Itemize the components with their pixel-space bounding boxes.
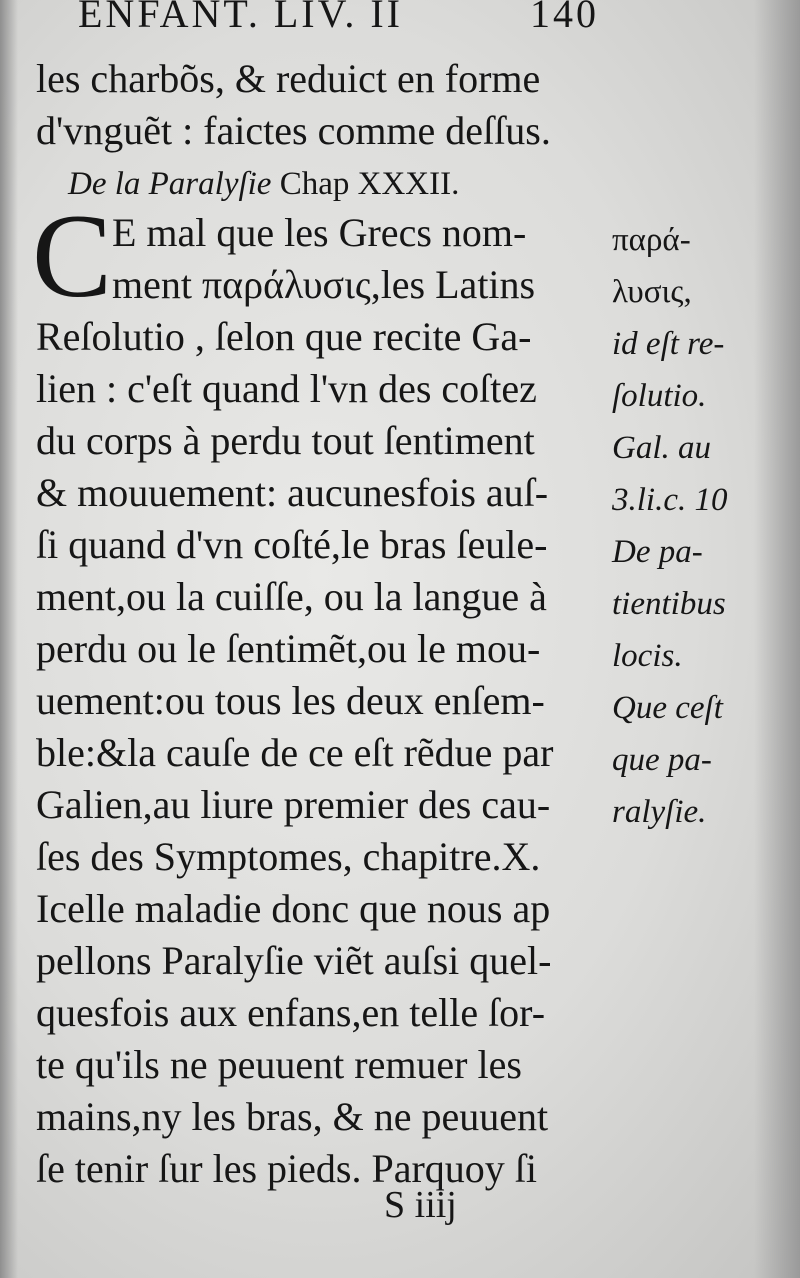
text-line: les charbõs, & reduict en forme (36, 56, 541, 101)
signature-mark: S iiij (384, 1184, 457, 1226)
text-line: Galien,au liure premier des cau- (36, 782, 551, 827)
text-line: ſe tenir ſur les pieds. Parquoy ſi (36, 1146, 538, 1191)
text-line: & mouuement: aucunesfois auſ- (36, 470, 549, 515)
text-line: lien : c'eſt quand l'vn des coſtez (36, 366, 537, 411)
chapter-number: Chap XXXII. (279, 166, 460, 202)
text-line: ment παράλυσις,les Latins (112, 262, 536, 307)
margin-note: De pa- (612, 534, 703, 570)
chapter-heading (68, 162, 459, 206)
margin-note: tientibus (612, 586, 726, 622)
margin-note: que pa- (612, 742, 712, 778)
margin-note: id eſt re- (612, 326, 725, 362)
text-line: uement:ou tous les deux enſem- (36, 678, 545, 723)
text-line: ble:&la cauſe de ce eſt rẽdue par (36, 730, 554, 775)
text-line: Icelle maladie donc que nous ap (36, 886, 551, 931)
text-line: pellons Paralyſie viẽt auſsi quel- (36, 938, 552, 983)
margin-note: locis. (612, 638, 683, 674)
margin-note: ralyſie. (612, 794, 707, 830)
margin-note: λυσις, (612, 274, 692, 310)
drop-cap: C (32, 189, 113, 322)
page-shadow-left (0, 0, 18, 1278)
text-line: du corps à perdu tout ſentiment (36, 418, 535, 463)
chapter-title: De la Paralyſie (68, 166, 272, 202)
text-line: quesfois aux enfans,en telle ſor- (36, 990, 546, 1035)
page-header (0, 0, 800, 40)
folio-number: 140 (530, 0, 599, 36)
text-line: ment,ou la cuiſſe, ou la langue à (36, 574, 547, 619)
text-line: Reſolutio , ſelon que recite Ga- (36, 314, 532, 359)
text-line: te qu'ils ne peuuent remuer les (36, 1042, 522, 1087)
running-title: ENFANT. LIV. II (78, 0, 403, 36)
text-line: perdu ou le ſentimẽt,ou le mou- (36, 626, 541, 671)
page-shadow-right (754, 0, 800, 1278)
text-line: mains,ny les bras, & ne peuuent (36, 1094, 549, 1139)
text-line: E mal que les Grecs nom- (112, 210, 527, 255)
margin-note: 3.li.c. 10 (612, 482, 728, 518)
margin-note: Gal. au (612, 430, 711, 466)
text-line: d'vnguẽt : faictes comme deſſus. (36, 108, 551, 153)
margin-note: Que ceſt (612, 690, 723, 726)
text-line: ſes des Symptomes, chapitre.X. (36, 834, 541, 879)
text-line: ſi quand d'vn coſté,le bras ſeule- (36, 522, 548, 567)
margin-note: ſolutio. (612, 378, 707, 414)
margin-note: παρά- (612, 222, 691, 258)
